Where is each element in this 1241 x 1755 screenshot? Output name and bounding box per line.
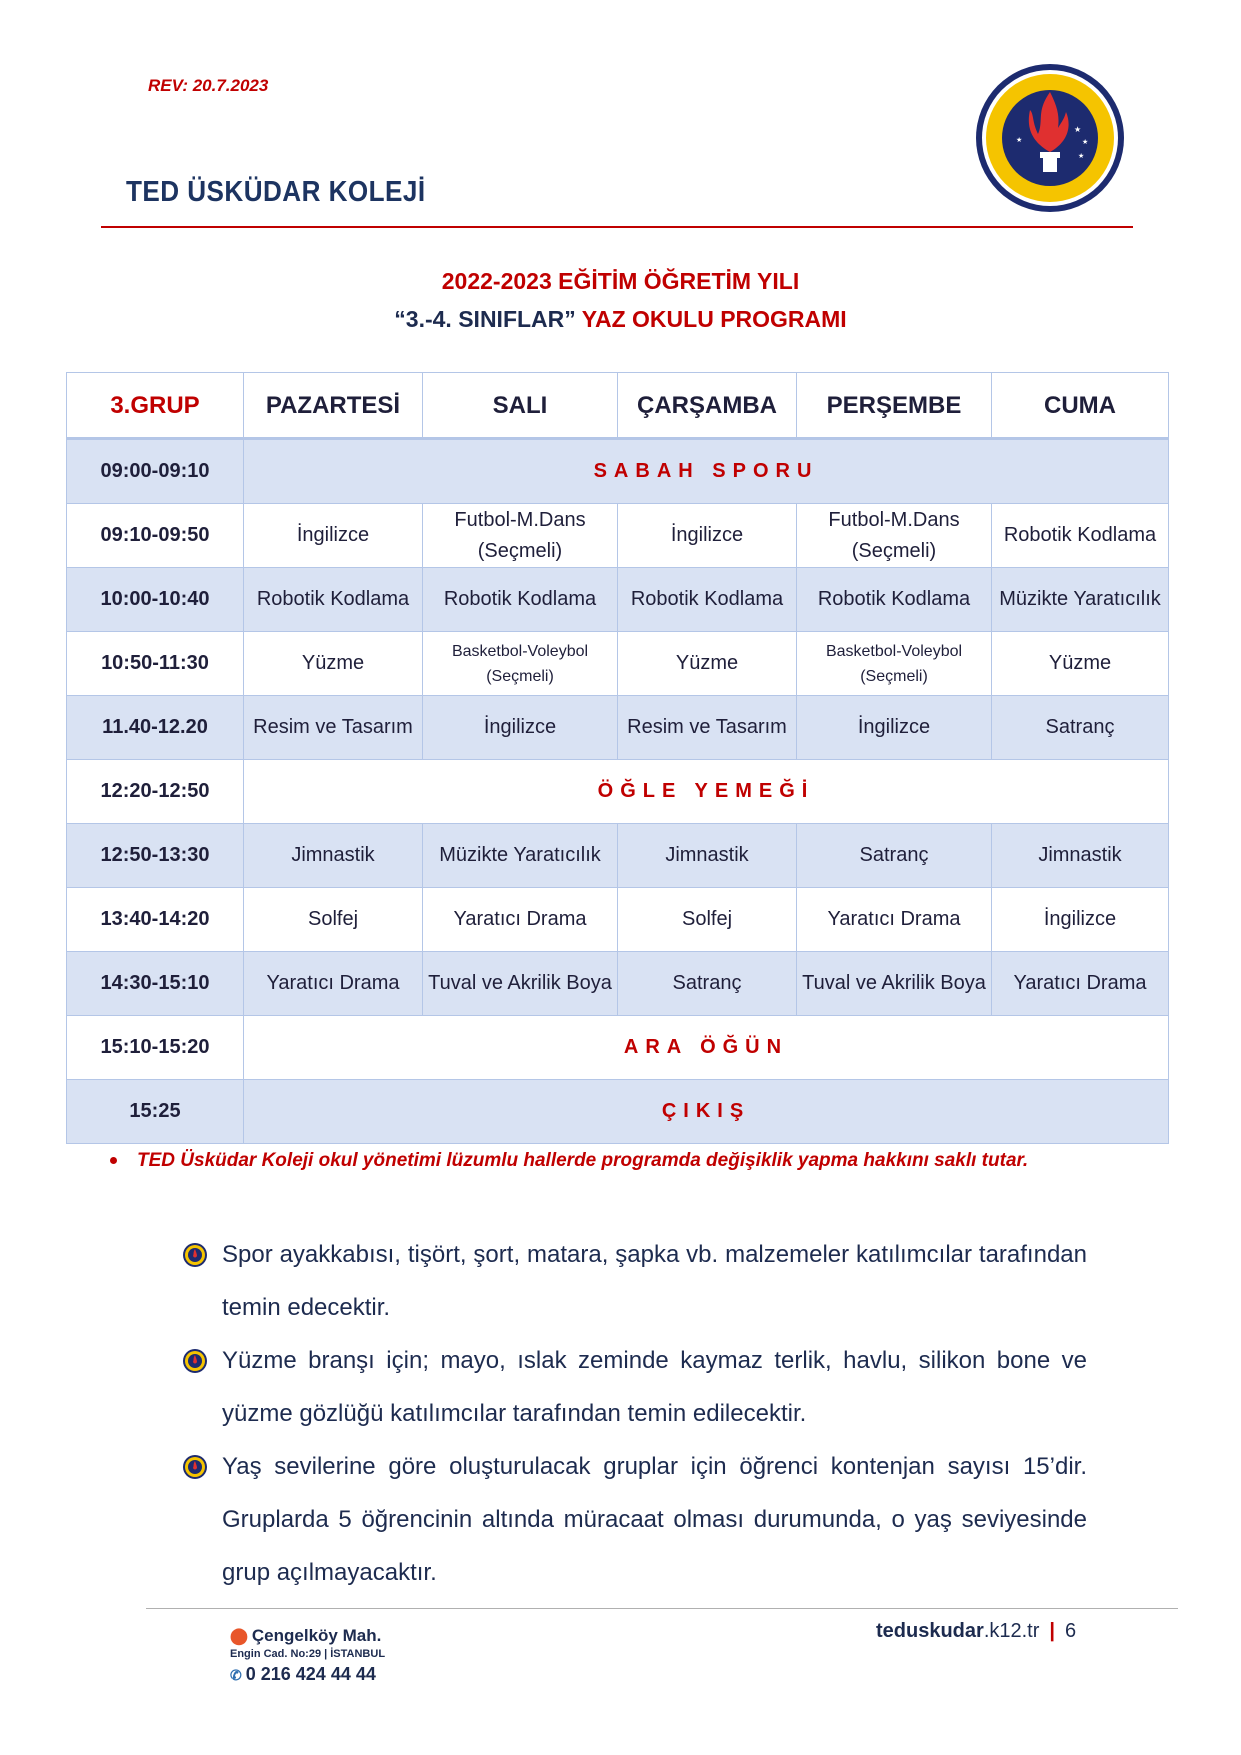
lesson-cell: İngilizce <box>797 696 992 760</box>
table-row <box>67 439 1169 504</box>
table-row <box>67 888 1169 952</box>
table-row <box>67 952 1169 1016</box>
time-cell: 09:10-09:50 <box>67 504 244 568</box>
time-cell: 10:50-11:30 <box>67 632 244 696</box>
program-title <box>0 306 1241 333</box>
span-cell-exit: ÇIKIŞ <box>244 1080 1169 1144</box>
svg-text:★: ★ <box>1078 153 1085 160</box>
address-line2: Engin Cad. No:29 | İSTANBUL <box>230 1648 386 1660</box>
page-number: 6 <box>1065 1620 1077 1642</box>
svg-text:★: ★ <box>1074 125 1082 134</box>
table-row <box>67 1016 1169 1080</box>
time-cell: 13:40-14:20 <box>67 888 244 952</box>
program-title-classes: “3.-4. SINIFLAR” <box>394 306 576 332</box>
header-divider <box>101 226 1133 228</box>
school-logo <box>974 62 1126 214</box>
bullet-dot <box>110 1157 117 1164</box>
table-row <box>67 824 1169 888</box>
table-row <box>67 760 1169 824</box>
lesson-cell: Solfej <box>244 888 423 952</box>
school-emblem-bullet-icon <box>182 1454 208 1480</box>
time-cell: 10:00-10:40 <box>67 568 244 632</box>
program-title-year: 2022-2023 EĞİTİM ÖĞRETİM YILI <box>441 268 800 294</box>
school-emblem-bullet-icon <box>182 1348 208 1374</box>
location-pin-icon: ⬤ <box>230 1628 248 1645</box>
lesson-cell: Robotik Kodlama <box>244 568 423 632</box>
lesson-cell: Yüzme <box>618 632 797 696</box>
bullet-text: Yüzme branşı için; mayo, ıslak zeminde kaymaz terlik, havlu, silikon bone ve yüzme gözlüğü katılımcılar tarafından temin edilecektir. <box>222 1347 1087 1427</box>
lesson-cell: Yaratıcı Drama <box>797 888 992 952</box>
school-name: TED ÜSKÜDAR KOLEJİ <box>126 176 426 208</box>
svg-text:★: ★ <box>1016 137 1023 144</box>
list-item <box>182 1334 1087 1440</box>
lesson-cell: Tuval ve Akrilik Boya <box>423 952 618 1016</box>
time-cell: 09:00-09:10 <box>67 439 244 504</box>
lesson-cell: Yaratıcı Drama <box>244 952 423 1016</box>
lesson-cell: Satranç <box>797 824 992 888</box>
table-row <box>67 1080 1169 1144</box>
lesson-cell: Yaratıcı Drama <box>423 888 618 952</box>
program-title-name: YAZ OKULU PROGRAMI <box>581 306 847 332</box>
table-row <box>67 504 1169 568</box>
website-domain-bold: teduskudar <box>876 1620 984 1642</box>
lesson-cell: Jimnastik <box>244 824 423 888</box>
lesson-cell: İngilizce <box>244 504 423 568</box>
lesson-cell: İngilizce <box>423 696 618 760</box>
header-tuesday: SALI <box>423 373 618 439</box>
revision-label: REV: 20.7.2023 <box>148 76 269 95</box>
lesson-cell: Resim ve Tasarım <box>618 696 797 760</box>
header-thursday: PERŞEMBE <box>797 373 992 439</box>
span-cell-lunch: ÖĞLE YEMEĞİ <box>244 760 1169 824</box>
website-domain-rest: .k12.tr <box>983 1620 1040 1642</box>
table-row <box>67 696 1169 760</box>
lesson-cell: Robotik Kodlama <box>423 568 618 632</box>
table-row <box>67 568 1169 632</box>
lesson-cell: Yaratıcı Drama <box>992 952 1169 1016</box>
footer-address <box>230 1626 385 1685</box>
lesson-cell: Jimnastik <box>992 824 1169 888</box>
phone-icon: ✆ <box>230 1667 242 1683</box>
lesson-cell: Robotik Kodlama <box>992 504 1169 568</box>
lesson-cell: Robotik Kodlama <box>618 568 797 632</box>
time-cell: 12:50-13:30 <box>67 824 244 888</box>
lesson-cell: Robotik Kodlama <box>797 568 992 632</box>
phone-number: 0 216 424 44 44 <box>245 1664 376 1684</box>
footer-website <box>876 1620 1076 1643</box>
lesson-cell: Yüzme <box>992 632 1169 696</box>
lesson-cell: Satranç <box>992 696 1169 760</box>
lesson-cell: Resim ve Tasarım <box>244 696 423 760</box>
span-cell-morning-sport: SABAH SPORU <box>244 439 1169 504</box>
lesson-cell: İngilizce <box>618 504 797 568</box>
table-row <box>67 632 1169 696</box>
lesson-cell: Satranç <box>618 952 797 1016</box>
lesson-cell: Basketbol-Voleybol (Seçmeli) <box>423 632 618 696</box>
address-line1: Çengelköy Mah. <box>251 1626 382 1645</box>
lesson-cell: Tuval ve Akrilik Boya <box>797 952 992 1016</box>
lesson-cell: Futbol-M.Dans (Seçmeli) <box>423 504 618 568</box>
header-monday: PAZARTESİ <box>244 373 423 439</box>
time-cell: 14:30-15:10 <box>67 952 244 1016</box>
bullet-text: Yaş sevilerine göre oluşturulacak gruplar için öğrenci kontenjan sayısı 15’dir. Gruplarda 5 öğrencinin altında müracaat olması durumunda, o yaş seviyesinde grup açılmayacaktır. <box>222 1453 1087 1586</box>
time-cell: 15:25 <box>67 1080 244 1144</box>
lesson-cell: Futbol-M.Dans (Seçmeli) <box>797 504 992 568</box>
separator: | <box>1049 1620 1055 1642</box>
school-emblem-bullet-icon <box>182 1242 208 1268</box>
list-item <box>182 1440 1087 1599</box>
time-cell: 15:10-15:20 <box>67 1016 244 1080</box>
footer-divider <box>146 1608 1178 1609</box>
header-friday: CUMA <box>992 373 1169 439</box>
lesson-cell: Yüzme <box>244 632 423 696</box>
disclaimer-note <box>110 1150 1028 1172</box>
disclaimer-text: TED Üsküdar Koleji okul yönetimi lüzumlu hallerde programda değişiklik yapma hakkını saklı tutar. <box>137 1150 1029 1171</box>
lesson-cell: Müzikte Yaratıcılık <box>423 824 618 888</box>
header-wednesday: ÇARŞAMBA <box>618 373 797 439</box>
info-bullets <box>182 1228 1087 1599</box>
lesson-cell: İngilizce <box>992 888 1169 952</box>
schedule-table <box>66 372 1169 1144</box>
svg-text:★: ★ <box>1082 139 1089 146</box>
time-cell: 11.40-12.20 <box>67 696 244 760</box>
lesson-cell: Solfej <box>618 888 797 952</box>
bullet-text: Spor ayakkabısı, tişört, şort, matara, şapka vb. malzemeler katılımcılar tarafından temin edecektir. <box>222 1241 1087 1321</box>
schedule-header-row <box>67 373 1169 439</box>
time-cell: 12:20-12:50 <box>67 760 244 824</box>
lesson-cell: Basketbol-Voleybol (Seçmeli) <box>797 632 992 696</box>
lesson-cell: Jimnastik <box>618 824 797 888</box>
span-cell-snack: ARA ÖĞÜN <box>244 1016 1169 1080</box>
list-item <box>182 1228 1087 1334</box>
lesson-cell: Müzikte Yaratıcılık <box>992 568 1169 632</box>
header-group: 3.GRUP <box>67 373 244 439</box>
